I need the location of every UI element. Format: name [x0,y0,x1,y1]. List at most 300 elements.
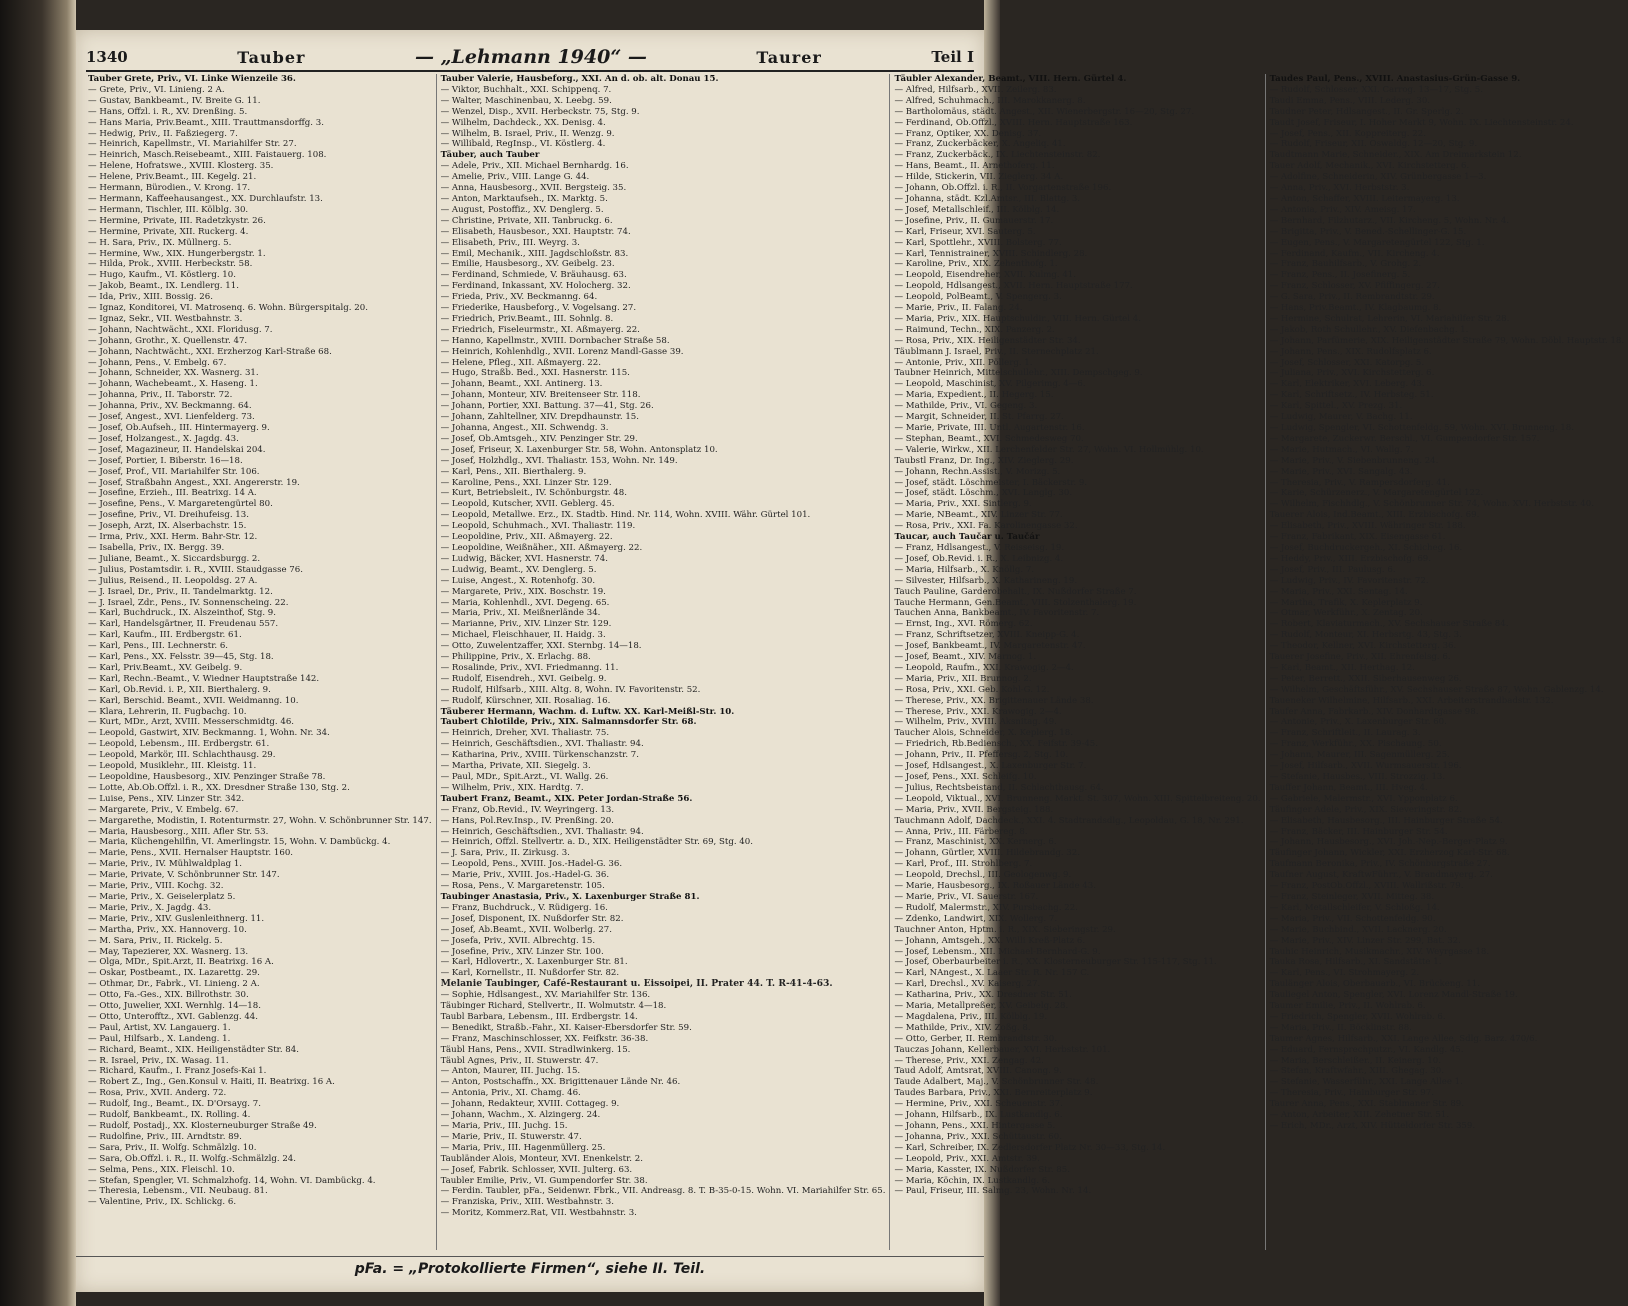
directory-entry: Täublmann J. Israel, Priv., II. Sternechplatz 21. [894,346,1099,357]
directory-entry: — Josef, Friseur, X. Laxenburger Str. 58, Wohn. Antonsplatz 10. [440,444,718,455]
directory-entry: — Leopold, Eisendreher, XVII. Kulmg. 41. [894,270,1076,281]
directory-entry: — Erich, MDr., Arzt, XIV. Hütteldorfer Str. 359. [1269,1121,1476,1131]
directory-entry: — Peter, Berrett., XXII. Siberhausenweg 26. [1269,673,1462,684]
directory-entry: — Josef, Fabrik. Schlosser, XVII. Julterg. 63. [440,1164,633,1175]
directory-entry: — Isabella, Priv., IX. Bergg. 39. [88,542,225,553]
directory-entry: — Johann, Wachebeamt., X. Haseng. 1. [88,379,258,390]
directory-entry: — Luise, Pens., XIV. Linzer Str. 342. [88,793,245,804]
directory-entry: — Karl, Schriftsetz., IV. Herbsteg. 51. [1269,390,1434,401]
directory-entry: — Josef, Pens., XXI. Schleifg. 10. [894,772,1037,782]
directory-entry: — Johann, Zahltellner, XIV. Drepdhaunstr. 15. [440,412,640,423]
directory-entry: — Leopold, Lebensm., III. Erdbergstr. 61. [88,739,270,750]
directory-entry: — Paul, MDr., Spit.Arzt., VI. Wallg. 26. [440,772,609,782]
directory-entry: — Theresia, Priv., Hainburger Str. 97. [1269,1088,1434,1099]
directory-entry: — Anna, Hausbesorg., XVII. Bergsteig. 35. [440,183,627,194]
directory-entry: — J. Israel, Zdr., Pens., IV. Sonnenscheing. 22. [88,597,289,608]
part-label: Teil I [931,48,974,66]
directory-entry: — Margarete, Zuckerwr. Berschl., VI. Gumpendorfer Str. 157. [1269,433,1540,444]
directory-entry: — Adele, Priv., XII. Michael Bernhardg. 16. [440,161,629,172]
directory-entry: Taudt Josef, Friseur, I. Hoher Markt 9, Wohn. IX. Liechtensteinstr. 24. [1269,117,1574,128]
directory-entry: — Karl, Priv.Beamt., XV. Geibelg. 9. [88,662,243,673]
directory-entry: — Josef, Holzangest., X. Jagdg. 43. [88,433,239,444]
directory-entry: Täuber, auch Tauber [440,150,540,161]
directory-entry: — Juliane, Beamt., X. Siccardsburgg. 2. [88,553,261,564]
directory-entry: — Rosa, Priv., XXI. Geb. Kohl-G. 12. [894,684,1050,695]
directory-entry: Taubert Chlotilde, Priv., XIX. Salmannsdorfer Str. 68. [440,717,697,728]
directory-entry: — Amelie, Priv., VIII. Lange G. 44. [440,172,590,183]
directory-entry: — Karl, Schreiber, IX. Zedlersdorfer Platz Nr. 30—33, Stg. 14. [894,1142,1166,1153]
directory-entry: — Leopold, Drechsl., III. Geologenwg. 9. [894,870,1072,881]
directory-entry: — Martha, Trafik, X. Keplerplatz 9. [1269,597,1423,608]
directory-entry: — Heddy, Priv., XIII. Erzbischofg. 69. [1269,553,1431,564]
directory-entry: — Josef, Angest., XVI. Lienfelderg. 73. [88,412,255,423]
directory-entry: — Josef, Pens., XII. Koppreiterg. 22. [1269,128,1426,139]
directory-entry: — Christine, Private, XII. Tanbruckg. 6. [440,215,613,226]
directory-entry: — Robert, Klaviaturmach., XV. Sechshauser Straße 84. [1269,619,1509,630]
directory-entry: Tauchmann Adolf, Dachdeck., XXI. 4. Stadtrandsdlg., Leopoldau, G. 18, Nr. 291. [894,815,1244,826]
directory-entry: — Ludwig, Priv., IV. Favoritenstr. 72. [1269,575,1429,586]
directory-entry: Täubler Alexander, Beamt., VIII. Hern. Gürtel 4. [894,74,1127,84]
directory-entry: — Karl, Spottlehr., XVIII. Bolsterg. 77. [894,237,1062,248]
directory-entry: Täufinger Adele, Priv., XIX. Sieveringstr. 82. [1269,804,1462,815]
directory-entry: — Bernhard, Filzhutarz., VII. Kircheng. 5, Wohn. Nr. 4. [1269,215,1510,226]
directory-entry: — Karl, Beamt., XII. Herthag. 12. [1269,662,1415,673]
directory-entry: — Hans Maria, Priv.Beamt., XIII. Trauttmansdorffg. 3. [88,117,324,128]
directory-entry: Taubländer Alois, Monteur, XVI. Enenkelstr. 2. [440,1153,643,1164]
directory-entry: — Marie, Buchbind., XVII. Lacknerg. 20. [1269,924,1447,935]
directory-entry: — Irma, Priv., XXI. Herm. Bahr-Str. 12. [88,532,258,543]
directory-entry: — Leopold, PolBeamt., V. Spengerg. 3. [894,292,1062,303]
directory-entry: — Helene, Hofratswe., XVIII. Klosterg. 35. [88,161,274,172]
directory-entry: — J. Sara, Priv., II. Zirkusg. 3. [440,848,570,859]
directory-entry: Täubl Hans, Pens., XVII. Stradlwinkerg. 15. [440,1044,631,1055]
directory-entry: — Marie, Priv., IV. Mühlwaldplag 1. [88,859,243,870]
directory-entry: Taumer Emilie, Priv., II. Wohlrab. 6. [1269,1001,1426,1012]
directory-entry: — Josef, Straßbahn Angest., XXI. Angererstr. 19. [88,477,300,488]
directory-entry: — Antonie, Priv., XII. Pöllerg. 1. [894,357,1033,368]
directory-entry: — Stefanie, Wasserführ., XXI. Lange Allee 1. [1269,1077,1463,1088]
directory-entry: — Wilhelm, B. Israel, Priv., II. Wenzg. 9. [440,128,615,139]
directory-entry: — Ferdinand, Kaufm., VII. Kircheng. 4. [1269,248,1440,259]
directory-entry: — Johann, Parfümerie, XIX. Heiligenstädter Straße 79, Wohn. Döbl. Hauptstr. 18. [1269,335,1625,346]
directory-entry: — Leopoldine, Hausbesorg., XIV. Penzinger Straße 78. [88,772,326,782]
directory-entry: — Marie, Priv., V. Siebenbrunneng. 24. [1269,455,1439,466]
directory-entry: — Leopold, Hdlsangest., XVII. Hern. Hauptstraße 177. [894,281,1133,292]
directory-entry: — Selma, Pens., XIX. Fleischl. 10. [88,1164,235,1175]
directory-entry: — Josefine, Pens., V. Margaretengürtel 80. [88,499,273,510]
directory-entry: — Josef, städt. Löschm., XVI. Langlg. 30. [894,488,1073,499]
directory-entry: Tauhic Heinrich, Musikmachr., XIV. Weyrgasse 18. [1269,946,1490,957]
directory-entry: — Anton, Marktaufseh., IX. Marktg. 5. [440,193,608,204]
directory-entry: — Adolfine, Schneiderin, XIV. Grünbergasse 1—3. [1269,172,1487,183]
directory-entry: — Josef, Magazineur, II. Handelskai 204. [88,444,266,455]
directory-entry: Täubl Agnes, Priv., II. Stuwerstr. 47. [440,1055,599,1066]
directory-entry: Tauerer Alois, Ind.Beamt., XIII. Erzbischofg. 69. [1269,510,1480,521]
directory-entry: — Anton, Maurer, III. Juchg. 15. [440,1066,581,1077]
directory-entry: — Rosa, Priv., XVII. Anderg. 72. [88,1088,227,1099]
directory-entry: — Margarethe, Modistin, I. Rotenturmstr. 27, Wohn. V. Schönbrunner Str. 147. [88,815,432,826]
directory-entry: Taudi Emma, Pens., VIII. Lederg. 30. [1269,95,1431,106]
directory-entry: — Antonia, Priv., XI. Chamg. 46. [440,1088,581,1099]
directory-entry: — Karl, Buchdruck., IX. Alszeinthof, Stg. 9. [88,608,276,619]
directory-entry: — Leopold, Musiklehr., III. Kleistg. 11. [88,761,257,772]
directory-entry: — Heinrich, Geschäftsdien., XVI. Thaliastr. 94. [440,826,644,837]
directory-entry: — Johanna, städt. Kzl.Amtsr., III. Blattg. 3. [894,193,1081,204]
directory-entry: — Anna, Priv., XVI. Herbststr. 3. [1269,183,1410,194]
directory-entry: — Otto, Gerber, II. Rembrandtstr. 30. [894,1033,1057,1044]
directory-entry: — Maria, Metallpreßer, XV. Geibelg. 28. [894,1001,1069,1012]
directory-entry: — Johann, Pens., XXI. Hintergasse 5. [894,1121,1056,1131]
directory-entry: — Rudolf, Eisendreh., XVI. Geibelg. 9. [440,673,607,684]
directory-entry: — Rudolf, Postadj., XX. Klosterneuburger Straße 49. [88,1121,317,1131]
directory-entry: — Johanna, Priv., XV. Beckmanng. 64. [88,401,252,412]
directory-entry: Tauche Hermann, Gen.Beamt., VIII. Stolzenthalerg. 19. [894,597,1137,608]
directory-entry: — Johann, Schneider, XX. Wasnerg. 31. [88,368,259,379]
directory-entry: — Karl, Rechn.-Beamt., V. Wiedner Hauptstraße 142. [88,673,320,684]
directory-entry: — Leopold, Priv., XXI. Amtstr. 39. [894,1153,1040,1164]
directory-entry: Taud Adolf, Amtsrat, XVIII. Canong. 9. [894,1066,1062,1077]
directory-entry: — Rudolf, Bankbeamt., IX. Rolling. 4. [88,1110,251,1121]
directory-entry: — Rudolf, Malermstr., XIV. Pursbachg. 22. [894,902,1078,913]
directory-entry: — Maria, Expedient., II. Hegerg. 15. [894,390,1054,401]
directory-entry: — Julius, Reisend., II. Leopoldsg. 27 A. [88,575,258,586]
directory-page [76,30,1625,1292]
footer-note: pFa. = „Protokollierte Firmen“, siehe II. Teil. [76,1256,984,1285]
directory-entry: — Leopold, Viktual., XVI. Brunneng. Markt. St. 307, Wohn. XIII. Spittelbreiteng. 20. [894,793,1261,804]
directory-entry: — Ferdinand, Ob.Offzl., XVIII. Hern. Hauptstraße 163. [894,117,1133,128]
directory-entry: Taubner Heinrich, Mittelschullehr., XIII. Dempschgeg. 9. [894,368,1143,379]
directory-entry: — Franziska, Priv., XIII. Westbahnstr. 3. [440,1197,614,1208]
directory-entry: — Elisabeth, Hausbesor., XXI. Hauptstr. 74. [440,226,631,237]
directory-entry: — May, Tapezierer, XX. Wasnerg. 13. [88,946,249,957]
directory-entry: — Karl, Elektriker, XVI. Leberg. 43. [1269,379,1425,390]
directory-entry: — Marie, Priv., VI. Sauerstr. 167. [894,891,1039,902]
directory-entry: — Josefine, Priv., XIV. Linzer Str. 100. [440,946,604,957]
directory-entry: — Franz, Hdlsangest., V. Reisseisg. 19. [894,542,1065,553]
directory-entry: — Franz, Schriftsetzer, XVIII. Kneipp-G. 4. [894,630,1080,641]
directory-entry: — Heinrich, Kohlenhdlg., XVII. Lorenz Mandl-Gasse 39. [440,346,684,357]
directory-entry: — Ludwig, Maurer, V. Bachg. 11. [1269,412,1413,423]
columns-container [84,74,1625,1250]
directory-entry: — Johann, Nachtwächt., XXI. Floridusg. 7. [88,324,273,335]
directory-entry: — Rosalinde, Priv., XVI. Friedmanng. 11. [440,662,619,673]
directory-entry: — Maria, Priv., XXI. Sentag. 14. [1269,586,1408,597]
directory-entry: — Frieda, Priv., XV. Beckmanng. 64. [440,292,598,303]
directory-entry: — Maria, Priv., XII. Brunnog. 2. [894,673,1032,684]
directory-entry: — Karl, NAngest., X. Laaer Str. R. Nr. 157 C. [894,968,1090,979]
directory-entry: — Richard, Kaufm., I. Franz Josefs-Kai 1. [88,1066,267,1077]
directory-entry: — Franz, Werkführ., XX. Pischaung. 50. [1269,739,1442,750]
directory-entry: Tauffer Johann, Beamt., III. Hveg. 4. [1269,782,1428,793]
directory-entry: — Ida, Priv., XIII. Bossig. 26. [88,292,213,303]
directory-entry: — Franz, Buchdruck., V. Rüdigerg. 16. [440,902,608,913]
directory-entry: — Olga, MDr., Spit.Arzt, II. Beatrixg. 16 A. [88,957,274,968]
directory-entry: — Stefan, Spengler, VI. Schmalzhofg. 14, Wohn. VI. Dambückg. 4. [88,1175,376,1186]
directory-entry: — Alfred, Hilfsarb., XVII. Zeilerg. 83. [894,84,1057,95]
directory-entry: — Rudolf, Friseur, XII. Oswaldg. 12—20, Stg. 9. [1269,139,1478,150]
directory-entry: — Josefa, Priv., XVII. Albrechtg. 15. [440,935,596,946]
directory-entry: — Hermann, Tischler, III. Kölblg. 30. [88,204,249,215]
directory-entry: — Wenzel, Disp., XVII. Herbeckstr. 75, Stg. 9. [440,106,640,117]
directory-entry: — Hans, Priv.Beamt., IV. Klagbaumg. 8. [1269,303,1442,314]
directory-entry: — Therese, Priv., XXI. Zengag. 42. [894,1055,1044,1066]
directory-entry: — Paul, Friseur, III. Salmg. 23, Wohn. Nr. 14. [894,1186,1092,1197]
column-1 [84,74,437,1250]
directory-entry: — M. Sara, Priv., II. Rickelg. 5. [88,935,223,946]
column-2 [437,74,891,1250]
directory-entry: — Marie, Priv., XIV. Guslenleithnerg. 11. [88,913,265,924]
directory-entry: — Karl, Friseur, XVI. Sauterg. 5. [894,226,1036,237]
directory-entry: — Karl, Pens., XII. Bierthalerg. 9. [440,466,587,477]
directory-entry: — Marie, Priv., XIV. Linzer Str. 299, Bat. 32. [1269,935,1461,946]
directory-entry: — Marie, Hutmach., VI. Wallg. 7. [1269,444,1414,455]
directory-entry: Tauchen Anna, Bankbeamt., IV. Favoritenstr. 7. [894,608,1100,619]
directory-entry: Taudtmann Marie, Schneider., XIX. Am Dreimarkstein 12. [1269,150,1522,161]
directory-entry: — Valerie, Wirkw., XII. Lerchenfelder Str. 27, Wohn. VI. Hollmühlg. 10. [894,444,1204,455]
directory-entry: Taumer Agnes, Hilfsarb., XXI. Lange Allee, Sdlg. Barz. 470/6. [1269,1033,1538,1044]
directory-entry: — Josef, Disponent, IX. Nußdorfer Str. 82. [440,913,624,924]
directory-entry: — Johann, Portier, XXI. Battung. 37—41, Stg. 26. [440,401,654,412]
directory-entry: — Hermann, Bürodien., V. Krong. 17. [88,183,251,194]
directory-entry: Tauchner Anton, Hptm. i. R., XIX. Sieberingstr. 29. [894,924,1116,935]
directory-entry: — Heinrich, Kapellmstr., VI. Mariahilfer Str. 27. [88,139,297,150]
directory-entry: — Rosa, Priv., XXI. Fa. Karolinengasse 32. [894,521,1078,532]
directory-entry: — Josefine, Priv., VI. Dreihufeisg. 13. [88,510,249,521]
directory-entry: — Karl, Spittel., XV. Prezg. 31. [1269,401,1403,412]
directory-entry: — Josef, Hilfsarb., XVII. Wurmsauerstr. 196. [1269,761,1462,772]
directory-entry: — Josef, Ob.Revid. i. R., X. Leibnizg. 4. [894,553,1064,564]
directory-entry: — Josef, Beamt., XIV. Marnog. 1. [894,652,1037,663]
directory-entry: — Moritz, Kommerz.Rat, VII. Westbahnstr. 3. [440,1208,637,1219]
directory-entry: — Klara, Lehrerin, II. Fugbachg. 10. [88,706,247,717]
directory-entry: — Karoline, Priv., XIX. Zehenthofg. 1. [894,259,1058,270]
directory-entry: — Margit, Schneider, II. St. Pfarrg. 27. [894,412,1064,423]
directory-entry: — Paul, Hilfsarb., X. Landeng. 1. [88,1033,231,1044]
directory-entry: — Jakob, Beamt., IX. Lendlerg. 11. [88,281,239,292]
directory-entry: Melanie Taubinger, Café-Restaurant u. Eissoipei, II. Prater 44. T. R-41-4-63. [440,978,833,990]
directory-entry: — Eugen, Pens., V. Margaretengürtel 122, Stg. 1. [1269,237,1485,248]
directory-entry: — Hans, Beamt., II. Arnethoferg. 11. [894,161,1055,172]
directory-entry: — Raimund, Techn., XIX. Panzerg. 2. [894,324,1055,335]
directory-entry: — Karl, Prof., III. Strohlberg. 7. [894,859,1033,870]
directory-entry: — Karl, Tennistrainer, XVIII. Schindlerg. 28. [894,248,1088,259]
directory-entry: — Heinrich, Masch.Reisebeamt., XIII. Faistauerg. 108. [88,150,327,161]
directory-entry: — Martha, Private, XII. Siegelg. 3. [440,761,591,772]
column-4 [1266,74,1628,1250]
directory-entry: — Otto, Fa.-Ges., XIX. Billrothstr. 30. [88,990,249,1001]
directory-entry: — Juliana, Priv., XVI. Kirchstetterg. 6. [1269,368,1435,379]
directory-entry: Taurer Anna, Pens., XXI. Stablmaner Str. 89. [1269,1099,1464,1110]
directory-entry: — Leopold, Markör, III. Schlachthausg. 29. [88,750,276,761]
directory-entry: — Michael, Fleischhauer, II. Haidg. 3. [440,630,606,641]
directory-entry: — Kurt, Betriebsleit., IV. Schönburgstr. 48. [440,488,627,499]
directory-entry: — Martha, Priv., XX. Hannoverg. 10. [88,924,247,935]
directory-entry: — Johann, Gürtler, XVIII. Hildebrandg. 32. [894,848,1080,859]
directory-entry: — Maria, Küchengehilfin, VI. Amerlingstr. 15, Wohn. V. Dambückg. 4. [88,837,391,848]
directory-entry: — Hermann, Kaffeehausangest., XX. Durchlaufstr. 13. [88,193,323,204]
directory-entry: — Marie, Pens., XVII. Hernalser Hauptstr. 160. [88,848,294,859]
directory-entry: Tauber Valerie, Hausbeforg., XXI. An d. ob. alt. Donau 15. [440,74,719,84]
directory-entry: — Franz, Pens., II. Josefinerg. 5. [1269,270,1411,281]
directory-entry: — Friedrich, Rb.Bediensch., XX. Feifstr. 39-45. [894,739,1098,750]
directory-entry: — Jakob, Roth Schullehr., XV. Diefenbachg. 1. [1269,324,1469,335]
directory-entry: — Karl, Pens., III. Lechnerstr. 6. [88,641,229,652]
directory-entry: — Anton, Postschaffn., XX. Brigittenauer Lände Nr. 46. [440,1077,681,1088]
directory-entry: — Franz, Bauhilfsarb., V. Grohg. 2. [1269,259,1422,270]
header-left-keyword: Tauber [237,47,306,67]
directory-entry: — Margarete, Priv., V. Embelg. 67. [88,804,239,815]
directory-entry: — Alfred, Schuhmach., III. Marokkanerg. 8. [894,95,1086,106]
directory-entry: — Hugo, Kaufm., VI. Köstlerg. 10. [88,270,236,281]
directory-entry: — Heinrich, Offzl. Stellvertr. a. D., XIX. Heiligenstädter Str. 69, Stg. 40. [440,837,753,848]
directory-entry: — Josef, städt. Löschmeister, I. Bäckerstr. 9. [894,477,1088,488]
directory-entry: — Johanna, Priv., II. Taborstr. 72. [88,390,233,401]
directory-entry: — Friedrich, Spengler, XVII. Wohlrab. 6. [1269,1011,1446,1022]
directory-entry: — Franz, Schlosser, XV. Pfiffingerg. 27. [1269,281,1440,292]
directory-entry: — Maria, Priv., II. Böcklinstr. 88. [1269,1022,1412,1033]
directory-entry: — Karl, Kaufm., III. Erdbergstr. 61. [88,630,242,641]
directory-entry: — Marie, Priv., VIII. Kochg. 32. [88,881,224,892]
directory-entry: — Wilhelm, Dachdeck., XX. Denisg. 4. [440,117,606,128]
directory-entry: — Maria, Priv., XVII. Bergsteig. 188. [894,804,1054,815]
directory-entry: — Julius, Rechtsbeistand, II. Schlachthausg. 64. [894,782,1104,793]
directory-entry: Taubl Barbara, Lebensm., III. Erdbergstr. 14. [440,1011,638,1022]
directory-entry: — Hilde, Stickerin, VII. Zieglerg. 34 A. [894,172,1064,183]
directory-entry: — Marie, Priv., II. Stuwerstr. 47. [440,1131,582,1142]
directory-entry: — Hanno, Kapellmstr., XVIII. Dornbacher Straße 58. [440,335,670,346]
directory-entry: — Josef, Metallschleif., III. Kölblg. 14. [894,204,1060,215]
directory-entry: — Ferdin. Taubler, pFa., Seidenwr. Fbrk., VII. Andreasg. 8. T. B-35-0-15. Wohn. VI. Mariahilfer Str. 65. [440,1186,886,1197]
directory-entry: — Karl, Handelsgärtner, II. Freudenau 557. [88,619,279,630]
directory-entry: — J. Israel, Dr., Priv., II. Tandelmarktg. 12. [88,586,273,597]
directory-entry: — Bartholomäus, städt. Angest., XII. Wienerbergstr. 16—20, Stg. 27. [894,106,1195,117]
directory-entry: Taudes Barbara, Priv., XXI. Bernreiterplatz 9. [894,1088,1093,1099]
directory-entry: — Wilhelm, Priv., XVIII. Aksnitag. 49. [894,717,1057,728]
directory-entry: — Maria, Kasster, IX. Nußdorfer Str. 85. [894,1164,1070,1175]
directory-entry: — Rosa, Priv., XIX. Heiligenstädter Str. 34. [894,335,1081,346]
directory-entry: — G. Sara, Priv., II. Rembrandtstr. 29. [1269,292,1435,303]
directory-entry: Taufner August, KraftwFührr., V. Brandmayerg. 27. [1269,870,1493,881]
directory-entry: — Maria, Priv., XI. Meißnerlände 34. [440,608,601,619]
directory-entry: — Johann, Beamt., XXI. Antinerg. 13. [440,379,603,390]
directory-entry: — Ernst, Ing., XVI. Römerg. 62. [894,619,1033,630]
directory-entry: — Leopold, Maschinist, XV. Pilgerimg. 4—6. [894,379,1086,390]
directory-entry: — Stefan, Kraftwfahr., XIII. Ghegag. 30. [1269,1066,1444,1077]
directory-entry: Taufer Anna, Fabrkarb., XIV. Donhardtgasse 98. [1269,706,1479,717]
directory-entry: — Heinrich, Geschäftsdien., XVI. Thaliastr. 94. [440,739,644,750]
directory-entry: — Helene, Priv.Beamt., III. Kegelg. 21. [88,172,257,183]
directory-entry: — Ferdinand, Inkassant, XV. Holocherg. 32. [440,281,631,292]
directory-entry: Tauka Rosa, Hilfsarb., XI. Sandstätte 1. [1269,957,1442,968]
directory-entry: — Josefine, Priv., II. Gumauerstr. 17. [894,215,1054,226]
directory-entry: — Josef, Ob.Amtsgeh., XIV. Penzinger Str. 29. [440,433,638,444]
directory-entry: — Franz, Fabrikant, XIX. Eisengasse 61. [1269,532,1446,543]
page-number: 1340 [86,48,128,66]
directory-entry: — Leopold, Kutscher, XVII. Geblerg. 45. [440,499,615,510]
directory-entry: — Viktor, Buchhalt., XXI. Schippenq. 7. [440,84,612,95]
directory-entry: — Philippine, Priv., X. Erlachg. 88. [440,652,591,663]
directory-entry: — Zdenko, Landwirt, XIX. Wollerg. 7. [894,913,1058,924]
directory-entry: — Otto, Juwelier, XXI. Wernhlg. 14—18. [88,1001,261,1012]
directory-entry: — Robert Z., Ing., Gen.Konsul v. Haiti, II. Beatrixg. 16 A. [88,1077,335,1088]
directory-entry: — Johann, Maurer, III. Sagenmüllerg. 25. [1269,750,1450,761]
header-right-keyword: Taurer [756,47,822,67]
directory-entry: — Johann, Hilfsarb., IX. Lustkandlg. 6. [894,1110,1063,1121]
directory-entry: Taubler Emilie, Priv., VI. Gumpendorfer Str. 38. [440,1175,648,1186]
directory-entry: — Gustav, Bankbeamt., IV. Breite G. 11. [88,95,261,106]
directory-entry: — Leopold, Pens., XVIII. Jos.-Hadel-G. 36. [440,859,623,870]
directory-entry: Taufmann Beronika, Priv., IV. Schönburgstraße 27. [1269,859,1491,870]
directory-entry: — Ignaz, Konditorei, VI. Matrosenq. 6. Wohn. Bürgerspitalg. 20. [88,303,368,314]
directory-entry: — Karl, Metallschleifer, V. Schloßg. 14. [1269,902,1440,913]
directory-entry: — Oskar, Postbeamt., IX. Lazarettg. 29. [88,968,260,979]
directory-entry: — Josefine, Erzieh., III. Beatrixg. 14 A. [88,488,257,499]
directory-entry: — Theresia, Lebensm., VII. Neubaug. 81. [88,1186,268,1197]
directory-entry: — Josef, Prof., VII. Mariahilfer Str. 106. [88,466,260,477]
directory-entry: — R. Israel, Priv., IX. Wasag. 11. [88,1055,229,1066]
directory-entry: — Ferdinand, Schmiede, V. Bräuhausg. 63. [440,270,627,281]
directory-entry: — Eduard, Fernsprechputzr., VI. Kandlg. 45. [1269,1044,1464,1055]
directory-entry: — Lotte, Ab.Ob.Offzl. i. R., XX. Dresdner Straße 130, Stg. 2. [88,782,350,793]
directory-entry: — Leopoldine, Weißnäher., XII. Aßmayerg. 22. [440,542,643,553]
directory-entry: — Ludwig, Bäcker, XVI. Hasnerstr. 74. [440,553,608,564]
directory-entry: — Helene, Pfleg., XII. Aßmayerg. 22. [440,357,601,368]
directory-entry: — H. Sara, Priv., IX. Müllnerg. 5. [88,237,232,248]
directory-entry: — Johanna, Angest., XII. Schwendg. 3. [440,423,609,433]
directory-entry: — Maria, Kohlenhdl., XVI. Degeng. 65. [440,597,610,608]
directory-entry: — Marie, Priv., XVIII. Jos.-Hadel-G. 36. [440,870,610,881]
directory-entry: — Franz, Zuckerbäcker, X. Angeliq. 41. [894,139,1066,150]
directory-entry: — Therese, Priv., XXI. Krawogig. 2—4. [894,706,1062,717]
directory-entry: — Wilhelm, Fischhdlg., V. Schönbrunner Str. 74, Wohn. XVI. Herbststr. 40. [1269,499,1594,510]
directory-entry: — Karl, Berschid. Beamt., XVII. Weidmanng. 10. [88,695,299,706]
directory-entry: Tauch Pauline, Garderobehalt., IX. Nußdorfer Straße 7. [894,586,1137,597]
directory-entry: — Marie, Priv., X. Jagdg. 43. [88,902,212,913]
directory-entry: — Marie, Private, III. Untl. Augartenstr. 16. [894,423,1085,433]
directory-entry: — Elisabeth, Priv., XVIII. Währinger Str. 188. [1269,521,1466,532]
directory-entry: — Otto, Unterofftz., XVI. Gablenzg. 44. [88,1011,258,1022]
directory-entry: — Josef, Buchdruckergeh., XI. Schicheg. 16. [1269,542,1463,553]
directory-entry: — Hedwig, Priv., II. Faßziegerg. 7. [88,128,238,139]
page-title: — „Lehmann 1940“ — [414,46,647,68]
directory-entry: — Anna, Priv., III. Färbereg. 8. [894,826,1028,837]
directory-entry: — Hugo, Straßb. Bed., XXI. Hasnerstr. 115. [440,368,630,379]
directory-entry: — Grete, Priv., VI. Linieng. 2 A. [88,84,225,95]
directory-entry: — Franz, Maschinschlosser, XX. Feifkstr. 36-38. [440,1033,649,1044]
directory-entry: — Marie, NBeamt., XIV. Linzer Str. 77. [894,510,1063,521]
directory-entry: — Elisabeth, Priv., III. Weyrg. 3. [440,237,580,248]
directory-entry: — Josef, Holzhdlg., XVI. Thaliastr. 153, Wohn. Nr. 149. [440,455,678,466]
directory-entry: Taubstl Franz, Dr. Ing., XIV. Zieglerg. 29. [894,455,1074,466]
directory-entry: — Ignaz, Sekr., VII. Westbahnstr. 3. [88,313,243,324]
directory-entry: Taucher Alois, Schneider, X. Keplerg. 18. [894,728,1073,739]
directory-entry: — Elisabeth, Hausbesorg., III. Hainburger Straße 54. [1269,815,1503,826]
directory-entry: — Johann, Pens., V. Embelg. 67. [88,357,227,368]
directory-entry: — Josef, Lebensm., XII. Michael-Bernhard-G. 9. [894,946,1101,957]
directory-entry: — Franz, Zuckerbäck., IX. Liechtensteinstr. 82. [894,150,1101,161]
directory-entry: — Johann, Nachtwächt., XXI. Erzherzog Karl-Straße 68. [88,346,332,357]
directory-entry: Taueneker Wilhelmine, Hilfsarb., XXI. Arbeiterstrandbadstr. 132. [1269,695,1554,706]
directory-entry: — Johann, Hausbesorg., XVI. Joh.-Nep.-Berger-Platz 9. [1269,837,1508,848]
directory-entry: — Willibald, RegInsp., VI. Köstlerg. 4. [440,139,606,150]
directory-entry: — Maria, Priv., III. Juchg. 15. [440,1121,568,1131]
directory-entry: — Rudolf, Kürschner, XII. Rosaliag. 16. [440,695,611,706]
directory-entry: — Johann, Redakteur, XVIII. Cottageg. 9. [440,1099,620,1110]
directory-entry: — Antonia, Priv., XIV. Ameisg. 17. [1269,204,1416,215]
directory-entry: — Brigitta, Priv., V. Bened.-Schellinger-G. 15. [1269,226,1467,237]
directory-entry: — Richard, Beamt., XIX. Heiligenstädter Str. 84. [88,1044,299,1055]
directory-entry: — Theodor, Kellner, XVI. Kirchstetterg. 36. [1269,641,1457,652]
